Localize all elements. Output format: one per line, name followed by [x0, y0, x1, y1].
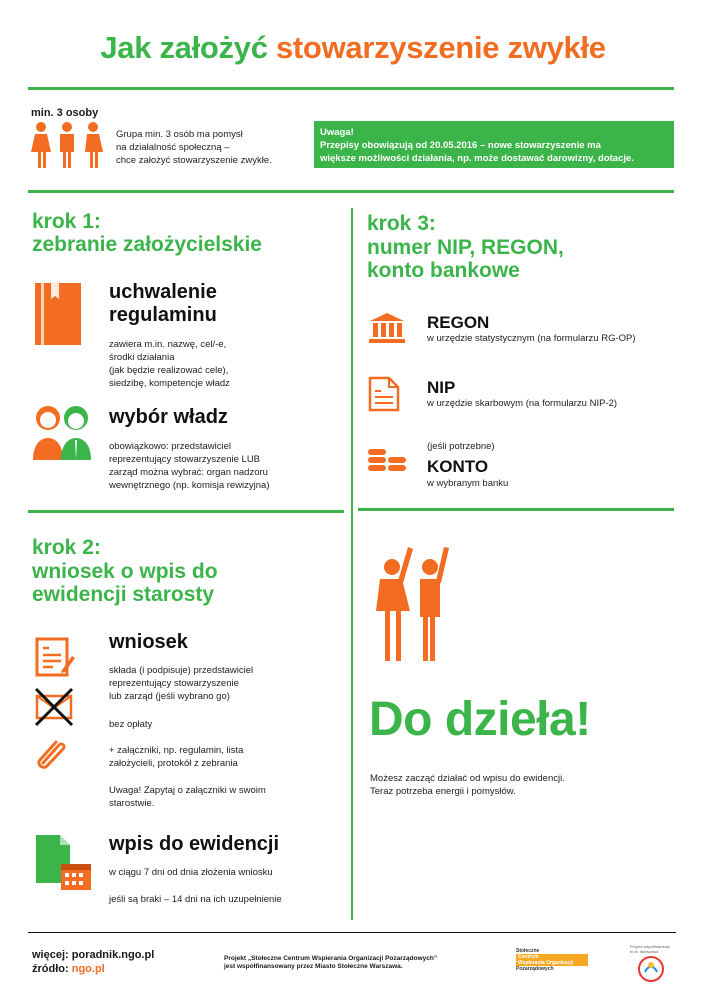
footer-project-text: Projekt „Stołeczne Centrum Wspierania Organizacji Pozarządowych” jest współfinansowany przez Miasto Stołeczne Warszawa.	[224, 955, 438, 970]
step2-item1-text4: Uwaga! Zapytaj o załączniki w swoim starostwie.	[109, 785, 266, 809]
step2-item1-text3: + załączniki, np. regulamin, lista założycieli, protokół z zebrania	[109, 745, 244, 769]
notice-text: Przepisy obowiązują od 20.05.2016 – nowe stowarzyszenie ma większe możliwości działania, np. może dostawać darowizny, dotacje.	[320, 140, 634, 164]
logo1-line3: Wspierania Organizacji	[516, 960, 588, 966]
form-icon	[34, 636, 76, 678]
step2-item2-text2: jeśli są braki – 14 dni na ich uzupełnienie	[109, 894, 282, 905]
step1-title: zebranie założycielskie	[32, 233, 262, 256]
people-icon	[29, 121, 105, 169]
step1-item1-title: uchwalenie regulaminu	[109, 281, 217, 326]
step3-divider	[358, 508, 674, 511]
step1-item2-text: obowiązkowo: przedstawiciel reprezentujący stowarzyszenie LUB zarząd można wybrać: organ nadzoru wewnętrznego (np. komisja rewizyjna)	[109, 441, 270, 491]
nip-text: w urzędzie skarbowym (na formularzu NIP-2)	[427, 398, 618, 409]
step1-item2-title: wybór władz	[109, 406, 228, 428]
footer-more-label: więcej:	[32, 949, 69, 961]
intro-divider	[28, 190, 674, 193]
step1-label: krok 1:	[32, 210, 101, 233]
step2-label: krok 2:	[32, 536, 101, 559]
notice-box	[314, 121, 674, 168]
logo1-line4: Pozarządowych	[516, 966, 554, 972]
column-divider	[351, 208, 353, 920]
book-icon	[33, 281, 85, 347]
step3-title: numer NIP, REGON, konto bankowe	[367, 236, 564, 282]
title-part1: Jak założyć	[100, 30, 268, 65]
logo1-line2: Centrum	[516, 954, 588, 960]
intro-text: Grupa min. 3 osób ma pomysł na działalność społeczną – chce założyć stowarzyszenie zwykłe.	[116, 129, 272, 166]
coins-icon	[367, 445, 407, 477]
footer-source-label: źródło:	[32, 963, 69, 975]
step2-item1-title: wniosek	[109, 631, 188, 653]
footer-more-link[interactable]: poradnik.ngo.pl	[71, 949, 155, 961]
footer-source-link[interactable]: ngo.pl	[71, 963, 105, 975]
finale-title: Do dzieła!	[369, 693, 591, 746]
step2-title: wniosek o wpis do ewidencji starosty	[32, 560, 218, 606]
avatars-icon	[31, 402, 93, 462]
warsaw-logo	[630, 944, 676, 990]
document-calendar-icon	[33, 832, 93, 892]
konto-text: w wybranym banku	[427, 478, 509, 489]
step1-item1-text: zawiera m.in. nazwę, cel/-e, środki działania (jak będzie realizować cele), siedzibę, kompetencje władz	[109, 339, 230, 389]
konto-pre: (jeśli potrzebne)	[427, 441, 495, 452]
footer-more	[32, 949, 154, 961]
celebrating-people-icon	[374, 545, 450, 665]
step2-item2-title: wpis do ewidencji	[109, 833, 280, 855]
regon-text: w urzędzie statystycznym (na formularzu RG-OP)	[427, 333, 636, 344]
logo2-caption: Projekt współfinansuje m.st. Warszawa	[630, 944, 670, 954]
paperclip-icon	[34, 736, 68, 770]
min-people-label: min. 3 osoby	[31, 107, 99, 119]
step2-item1-text2: bez opłaty	[109, 719, 153, 730]
konto-title: KONTO	[427, 457, 489, 476]
warsaw-mermaid-icon	[636, 954, 666, 984]
notice-title: Uwaga!	[320, 127, 354, 138]
step1-divider	[28, 510, 344, 513]
logo1-line1: Stołeczne	[516, 948, 540, 954]
footer-source	[32, 963, 105, 975]
bank-icon	[368, 312, 406, 344]
finale-text: Możesz zacząć działać od wpisu do ewidencji. Teraz potrzeba energii i pomysłów.	[370, 773, 565, 797]
regon-title: REGON	[427, 313, 490, 332]
title-divider	[28, 87, 674, 90]
step2-item1-text1: składa (i podpisuje) przedstawiciel reprezentujący stowarzyszenie lub zarząd (jeśli wybrano go)	[109, 665, 254, 702]
step2-item2-text1: w ciągu 7 dni od dnia złożenia wniosku	[109, 867, 273, 878]
page-title	[0, 30, 706, 66]
document-icon	[368, 376, 400, 412]
scwop-logo	[516, 948, 588, 982]
footer-divider	[28, 932, 676, 933]
step3-label: krok 3:	[367, 212, 436, 235]
title-part2: stowarzyszenie zwykłe	[275, 30, 606, 65]
crossed-envelope-icon	[33, 686, 75, 728]
nip-title: NIP	[427, 378, 456, 397]
